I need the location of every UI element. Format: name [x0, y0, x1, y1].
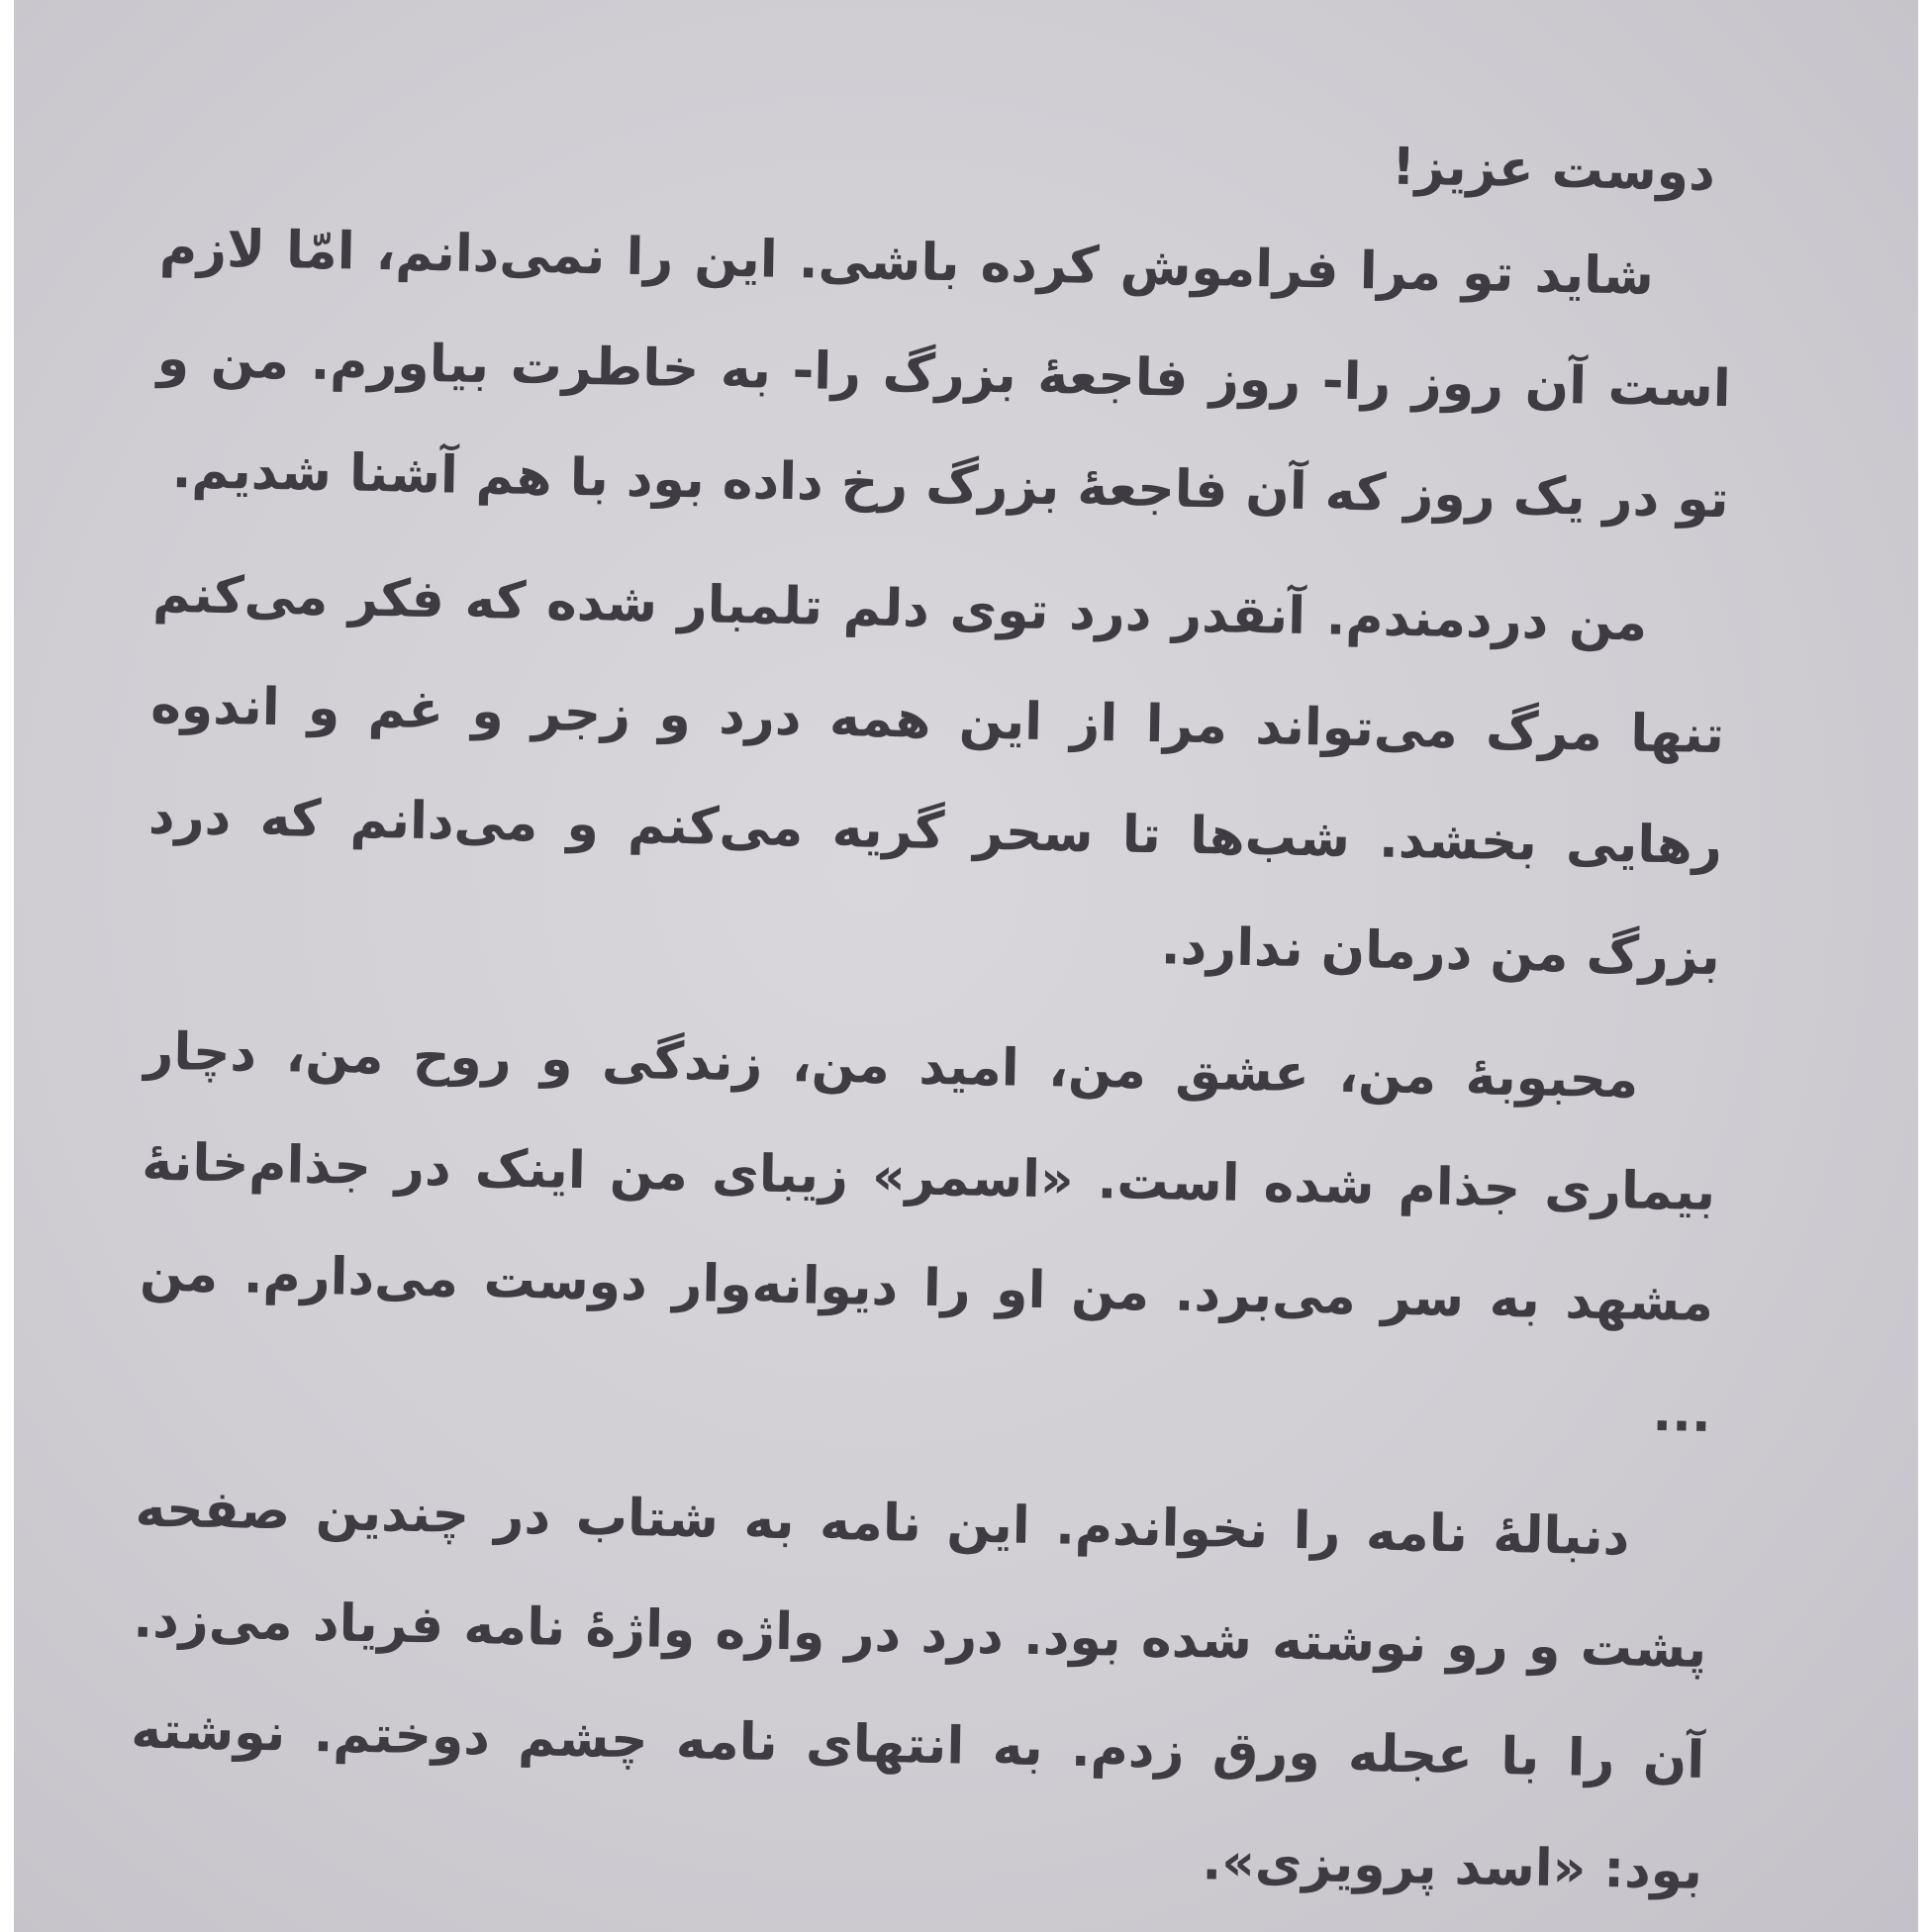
- letter-paragraph-1: شاید تو مرا فراموش کرده باشی. این را نمی‌دانم، امّا لازم است آن روز را- روز فاجعهٔ بزرگ را- به خاطرت بیاورم. من و تو در یک روز که آن فاجعهٔ بزرگ رخ داده بود با هم آشنا شدیم.: [156, 218, 1732, 531]
- letter-greeting: دوست عزیز!: [1391, 137, 1716, 203]
- book-page: [128, 94, 1736, 1927]
- letter-paragraph-2: من دردمندم. آنقدر درد توی دلم تلمبار شده که فکر می‌کنم تنها مرگ می‌تواند مرا از این همه درد و زجر و غم و اندوه رهایی بخشد. شب‌ها تا سحر گریه می‌کنم و می‌دانم که درد بزرگ من درمان ندارد.: [147, 564, 1725, 988]
- narration-paragraph: دنبالهٔ نامه را نخواندم. این نامه به شتاب در چندین صفحه پشت و رو نوشته شده بود. درد در واژه واژهٔ نامه فریاد می‌زد. آن را با عجله ورق زدم. به انتهای نامه چشم دوختم. نوشته بود: «اسد پرویزی».: [130, 1479, 1707, 1901]
- letter-paragraph-3: محبوبهٔ من، عشق من، امید من، زندگی و روح من، دچار بیماری جذام شده است. «اسمر» زیبای من اینک در جذام‌خانهٔ مشهد به سر می‌برد. من او را دیوانه‌وار دوست می‌دارم. من ...: [139, 1021, 1716, 1445]
- book-page-photo: [14, 0, 1918, 1932]
